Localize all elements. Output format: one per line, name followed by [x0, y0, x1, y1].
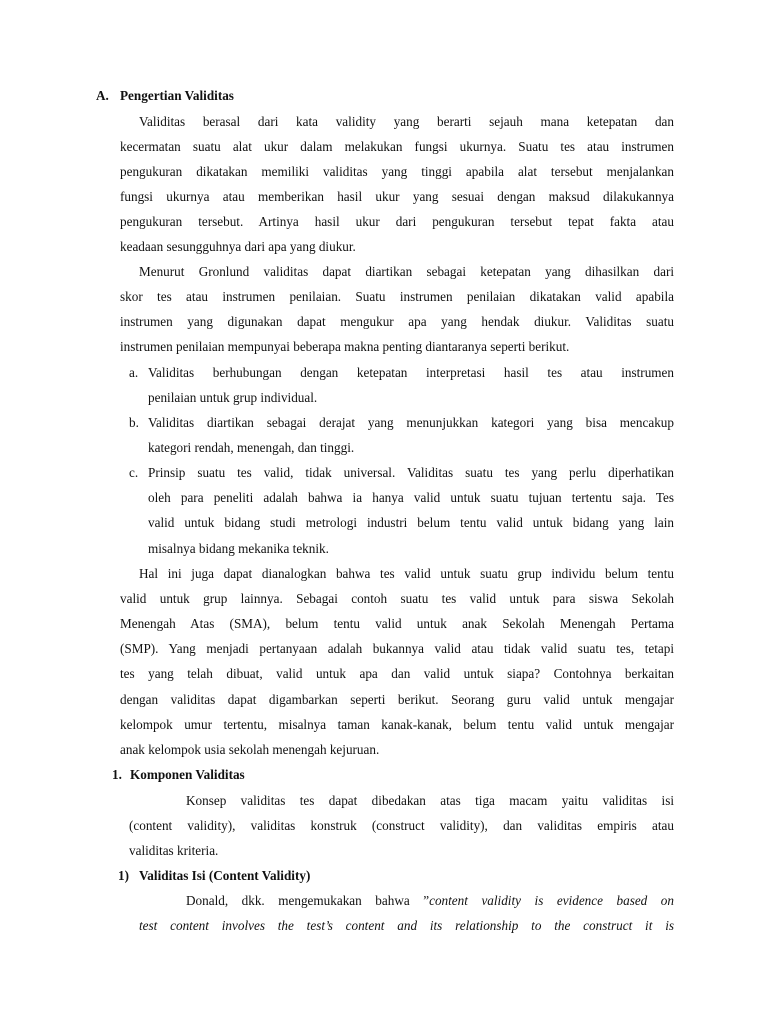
subsection-1-marker: 1): [118, 868, 129, 883]
subsection-1-heading: Validitas Isi (Content Validity): [139, 868, 311, 883]
list-item-line: Validitas berhubungan dengan ketepatan interpretasi hasil tes atau instrumen: [148, 365, 674, 380]
section-1-marker: 1.: [112, 767, 122, 782]
paragraph-line: (content validity), validitas konstruk (construct validity), dan validitas empiris atau: [129, 818, 674, 833]
quote-text: content validity is evidence based on: [429, 893, 674, 908]
paragraph-line: instrumen penilaian mempunyai beberapa makna penting diantaranya seperti berikut.: [120, 339, 570, 354]
list-item-line: oleh para peneliti adalah bahwa ia hanya valid untuk suatu tujuan tertentu saja. Tes: [148, 490, 674, 505]
paragraph-line: tes yang telah dibuat, valid untuk apa dan valid untuk siapa? Contohnya berkaitan: [120, 666, 674, 681]
paragraph-line: instrumen yang digunakan dapat mengukur apa yang hendak diukur. Validitas suatu: [120, 314, 674, 329]
paragraph-line: kecermatan suatu alat ukur dalam melakukan fungsi ukurnya. Suatu tes atau instrumen: [120, 139, 674, 154]
list-item-line: valid untuk bidang studi metrologi industri belum tentu valid untuk bidang yang lain: [148, 515, 674, 530]
paragraph-line: Menengah Atas (SMA), belum tentu valid untuk anak Sekolah Menengah Pertama: [120, 616, 674, 631]
paragraph-line: Menurut Gronlund validitas dapat diartikan sebagai ketepatan yang dihasilkan dari: [139, 264, 674, 279]
list-marker: a.: [129, 365, 139, 380]
section-a-marker: A.: [96, 88, 109, 103]
section-1-heading: Komponen Validitas: [130, 767, 245, 782]
paragraph-line: Hal ini juga dapat dianalogkan bahwa tes valid untuk suatu grup individu belum tentu: [139, 566, 674, 581]
paragraph-line: anak kelompok usia sekolah menengah kejuruan.: [120, 742, 380, 757]
paragraph-line: Konsep validitas tes dapat dibedakan atas tiga macam yaitu validitas isi: [186, 793, 674, 808]
quote-intro-text: Donald, dkk. mengemukakan bahwa ”: [186, 893, 430, 908]
paragraph-line: pengukuran tersebut. Artinya hasil ukur dari pengukuran tersebut tepat fakta atau: [120, 214, 674, 229]
paragraph-line: Validitas berasal dari kata validity yang berarti sejauh mana ketepatan dan: [139, 114, 674, 129]
paragraph-line: validitas kriteria.: [129, 843, 219, 858]
paragraph-line: keadaan sesungguhnya dari apa yang diukur.: [120, 239, 356, 254]
paragraph-line: pengukuran dikatakan memiliki validitas yang tinggi apabila alat tersebut menjalankan: [120, 164, 674, 179]
list-item-line: misalnya bidang mekanika teknik.: [148, 541, 329, 556]
quote-intro-line: [186, 893, 674, 909]
paragraph-line: valid untuk grup lainnya. Sebagai contoh suatu tes valid untuk para siswa Sekolah: [120, 591, 674, 606]
list-item-line: Validitas diartikan sebagai derajat yang menunjukkan kategori yang bisa mencakup: [148, 415, 674, 430]
list-item-line: Prinsip suatu tes valid, tidak universal. Validitas suatu tes yang perlu diperhatikan: [148, 465, 674, 480]
paragraph-line: kelompok umur tertentu, misalnya taman kanak-kanak, belum tentu valid untuk mengajar: [120, 717, 674, 732]
list-item-line: kategori rendah, menengah, dan tinggi.: [148, 440, 355, 455]
paragraph-line: fungsi ukurnya atau memberikan hasil ukur yang sesuai dengan maksud dilakukannya: [120, 189, 674, 204]
paragraph-line: (SMP). Yang menjadi pertanyaan adalah bukannya valid atau tidak valid suatu tes, tetapi: [120, 641, 674, 656]
list-marker: c.: [129, 465, 139, 480]
quote-line: test content involves the test’s content and its relationship to the construct it is: [139, 918, 674, 933]
paragraph-line: skor tes atau instrumen penilaian. Suatu instrumen penilaian dikatakan valid apabila: [120, 289, 674, 304]
list-item-line: penilaian untuk grup individual.: [148, 390, 318, 405]
list-marker: b.: [129, 415, 139, 430]
paragraph-line: dengan validitas dapat digambarkan seperti berikut. Seorang guru valid untuk mengajar: [120, 692, 674, 707]
section-a-heading: Pengertian Validitas: [120, 88, 234, 103]
